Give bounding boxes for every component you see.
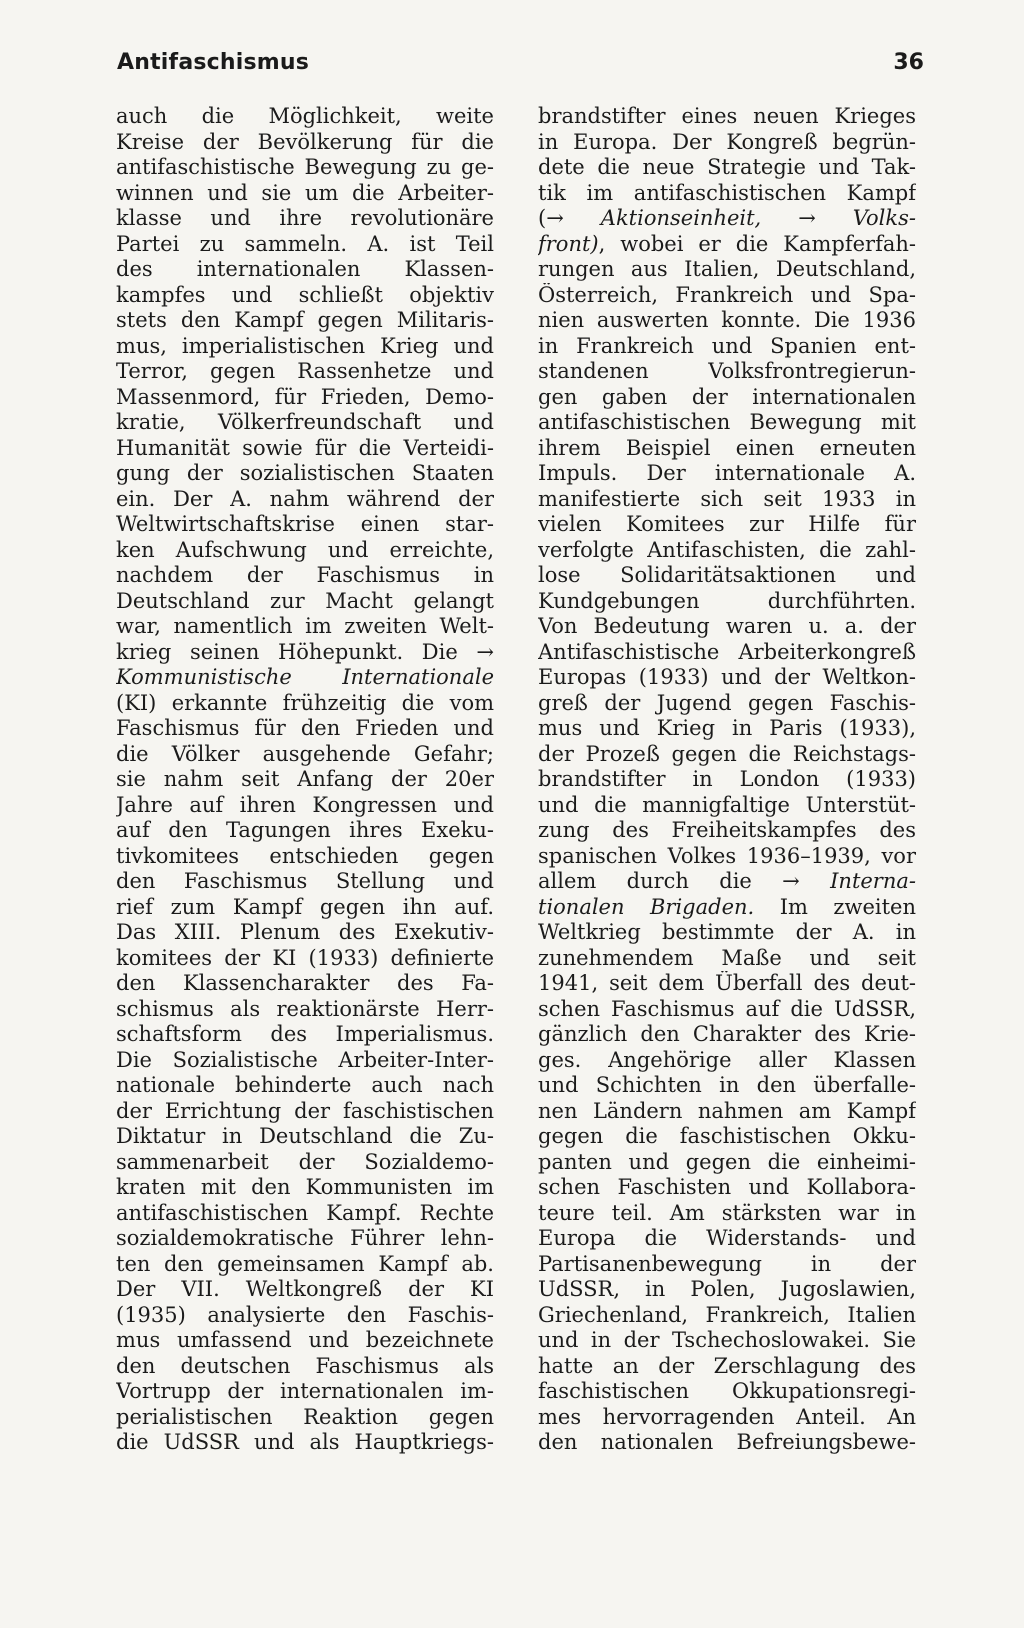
text-line: Terror, gegen Rassenhetze und	[116, 359, 494, 383]
text-line: komitees der KI (1933) definierte	[116, 945, 494, 970]
text-line: kratie, Völkerfreundschaft und	[116, 410, 494, 434]
text-line: Kreise der Bevölkerung für die	[116, 129, 494, 154]
text-line: antifaschistischen Kampf. Rechte	[116, 1200, 494, 1225]
text-line: perialistischen Reaktion gegen	[116, 1404, 494, 1429]
text-line: Impuls. Der internationale A.	[538, 461, 916, 485]
text-line: den Faschismus Stellung und	[116, 869, 494, 893]
text-line: gänzlich den Charakter des Krie-	[538, 1022, 916, 1046]
text-line: Europas (1933) und der Weltkon-	[538, 665, 916, 689]
text-line: sozialdemokratische Führer lehn-	[116, 1226, 494, 1250]
text-line: Die Sozialistische Arbeiter-Inter-	[116, 1047, 494, 1072]
text-line: ges. Angehörige aller Klassen	[538, 1047, 916, 1072]
text-line: ihrem Beispiel einen erneuten	[538, 435, 916, 460]
text-line: Faschismus für den Frieden und	[116, 716, 494, 740]
text-line: der Prozeß gegen die Reichstags-	[538, 741, 916, 766]
text-line: tionalen Brigaden. Im zweiten	[538, 894, 916, 919]
text-line: auch die Möglichkeit, weite	[116, 104, 494, 128]
text-line: kampfes und schließt objektiv	[116, 282, 494, 307]
text-line: spanischen Volkes 1936–1939, vor	[538, 843, 916, 868]
text-line: Der VII. Weltkongreß der KI	[116, 1277, 494, 1301]
page-number: 36	[893, 50, 924, 75]
text-line: front), wobei er die Kampferfah-	[538, 231, 916, 256]
text-line: standenen Volksfrontregierun-	[538, 359, 916, 383]
text-line: des internationalen Klassen-	[116, 257, 494, 281]
text-line: in Frankreich und Spanien ent-	[538, 333, 916, 358]
text-line: sie nahm seit Anfang der 20er	[116, 767, 494, 791]
right-text-column	[538, 104, 916, 1456]
text-line: panten und gegen die einheimi-	[538, 1149, 916, 1174]
text-line: den deutschen Faschismus als	[116, 1353, 494, 1378]
text-line: hatte an der Zerschlagung des	[538, 1353, 916, 1378]
text-line: Diktatur in Deutschland die Zu-	[116, 1124, 494, 1148]
text-line: (→ Aktionseinheit, → Volks-	[538, 206, 916, 230]
text-line: tik im antifaschistischen Kampf	[538, 180, 916, 205]
text-line: Partei zu sammeln. A. ist Teil	[116, 231, 494, 256]
text-line: die Völker ausgehende Gefahr;	[116, 741, 494, 766]
text-line: schaftsform des Imperialismus.	[116, 1022, 494, 1046]
text-line: brandstifter in London (1933)	[538, 767, 916, 791]
text-line: teure teil. Am stärksten war in	[538, 1200, 916, 1225]
text-line: schen Faschismus auf die UdSSR,	[538, 996, 916, 1021]
text-line: zunehmendem Maße und seit	[538, 945, 916, 970]
text-line: Kundgebungen durchführten.	[538, 588, 916, 613]
text-line: die UdSSR und als Hauptkriegs-	[116, 1430, 494, 1454]
text-line: Griechenland, Frankreich, Italien	[538, 1302, 916, 1327]
text-line: Antifaschistische Arbeiterkongreß	[538, 639, 916, 664]
text-line: den nationalen Befreiungsbewe-	[538, 1430, 916, 1454]
text-line: und in der Tschechoslowakei. Sie	[538, 1328, 916, 1352]
text-line: tivkomitees entschieden gegen	[116, 843, 494, 868]
text-line: schen Faschisten und Kollabora-	[538, 1175, 916, 1199]
text-line: Das XIII. Plenum des Exekutiv-	[116, 920, 494, 944]
text-line: rief zum Kampf gegen ihn auf.	[116, 894, 494, 919]
text-line: zung des Freiheitskampfes des	[538, 818, 916, 842]
text-line: Weltwirtschaftskrise einen star-	[116, 512, 494, 536]
text-line: greß der Jugend gegen Faschis-	[538, 690, 916, 715]
text-line: in Europa. Der Kongreß begrün-	[538, 129, 916, 154]
text-line: nen Ländern nahmen am Kampf	[538, 1098, 916, 1123]
text-line: den Klassencharakter des Fa-	[116, 971, 494, 995]
text-line: auf den Tagungen ihres Exeku-	[116, 818, 494, 842]
text-line: UdSSR, in Polen, Jugoslawien,	[538, 1277, 916, 1301]
text-line: rungen aus Italien, Deutschland,	[538, 257, 916, 281]
text-line: Österreich, Frankreich und Spa-	[538, 282, 916, 307]
text-line: sammenarbeit der Sozialdemo-	[116, 1149, 494, 1174]
text-line: mus und Krieg in Paris (1933),	[538, 716, 916, 740]
text-line: der Errichtung der faschistischen	[116, 1098, 494, 1123]
text-line: gegen die faschistischen Okku-	[538, 1124, 916, 1148]
text-line: und Schichten in den überfalle-	[538, 1073, 916, 1097]
text-line: schismus als reaktionärste Herr-	[116, 996, 494, 1021]
text-line: Von Bedeutung waren u. a. der	[538, 614, 916, 638]
text-line: Humanität sowie für die Verteidi-	[116, 435, 494, 460]
text-line: gung der sozialistischen Staaten	[116, 461, 494, 485]
text-line: brandstifter eines neuen Krieges	[538, 104, 916, 128]
text-line: antifaschistischen Bewegung mit	[538, 410, 916, 434]
text-line: mus umfassend und bezeichnete	[116, 1328, 494, 1352]
text-line: 1941, seit dem Überfall des deut-	[538, 971, 916, 995]
text-line: faschistischen Okkupationsregi-	[538, 1379, 916, 1403]
text-line: ten den gemeinsamen Kampf ab.	[116, 1251, 494, 1276]
text-line: vielen Komitees zur Hilfe für	[538, 512, 916, 536]
text-line: winnen und sie um die Arbeiter-	[116, 180, 494, 205]
text-line: gen gaben der internationalen	[538, 384, 916, 409]
text-line: lose Solidaritätsaktionen und	[538, 563, 916, 587]
text-line: ein. Der A. nahm während der	[116, 486, 494, 511]
text-line: allem durch die → Interna-	[538, 869, 916, 893]
text-line: stets den Kampf gegen Militaris-	[116, 308, 494, 332]
text-line: antifaschistische Bewegung zu ge-	[116, 155, 494, 179]
text-line: kraten mit den Kommunisten im	[116, 1175, 494, 1199]
text-line: dete die neue Strategie und Tak-	[538, 155, 916, 179]
text-line: Weltkrieg bestimmte der A. in	[538, 920, 916, 944]
text-line: Jahre auf ihren Kongressen und	[116, 792, 494, 817]
text-line: krieg seinen Höhepunkt. Die →	[116, 639, 494, 664]
text-line: Deutschland zur Macht gelangt	[116, 588, 494, 613]
text-line: Europa die Widerstands- und	[538, 1226, 916, 1250]
text-line: (1935) analysierte den Faschis-	[116, 1302, 494, 1327]
text-line: manifestierte sich seit 1933 in	[538, 486, 916, 511]
text-line: mus, imperialistischen Krieg und	[116, 333, 494, 358]
text-line: mes hervorragenden Anteil. An	[538, 1404, 916, 1429]
text-line: nationale behinderte auch nach	[116, 1073, 494, 1097]
text-line: nachdem der Faschismus in	[116, 563, 494, 587]
text-line: Vortrupp der internationalen im-	[116, 1379, 494, 1403]
text-line: Kommunistische Internationale	[116, 665, 494, 689]
left-text-column	[116, 104, 494, 1456]
text-line: Massenmord, für Frieden, Demo-	[116, 384, 494, 409]
text-line: klasse und ihre revolutionäre	[116, 206, 494, 230]
running-title: Antifaschismus	[117, 50, 310, 75]
text-line: nien auswerten konnte. Die 1936	[538, 308, 916, 332]
text-line: Partisanenbewegung in der	[538, 1251, 916, 1276]
text-line: (KI) erkannte frühzeitig die vom	[116, 690, 494, 715]
text-line: und die mannigfaltige Unterstüt-	[538, 792, 916, 817]
text-line: ken Aufschwung und erreichte,	[116, 537, 494, 562]
text-line: verfolgte Antifaschisten, die zahl-	[538, 537, 916, 562]
text-line: war, namentlich im zweiten Welt-	[116, 614, 494, 638]
